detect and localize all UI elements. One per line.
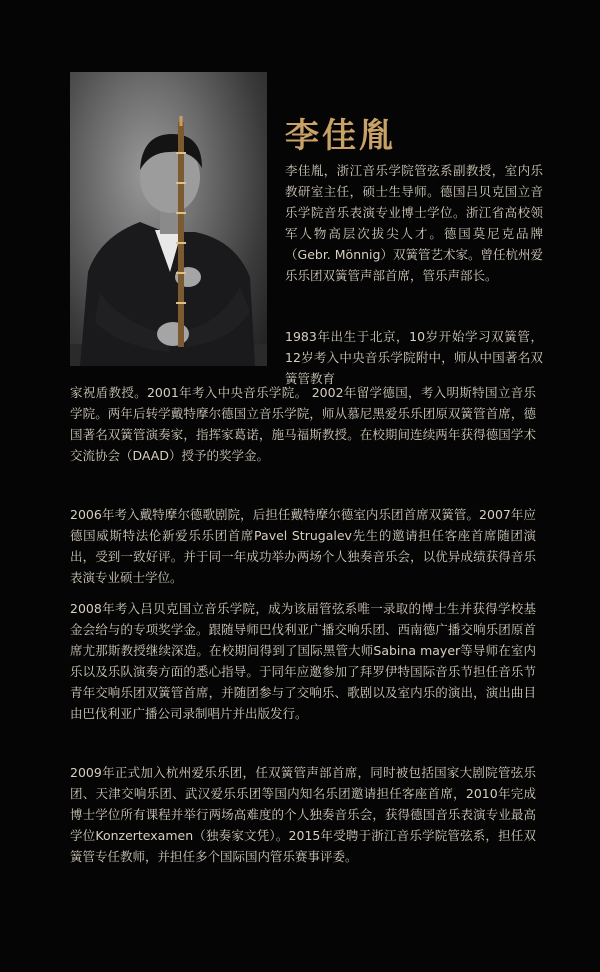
portrait-illustration [70, 72, 267, 366]
bio-2006-paragraph: 2006年考入戴特摩尔德歌剧院，后担任戴特摩尔德室内乐团首席双簧管。2007年应德国威斯特法伦新爱乐乐团首席Pavel Strugalev先生的邀请担任客座首席随团演出，受到一致好评。并于同一年成功举办两场个人独奏音乐会，以优异成绩获得音乐表演专业硕士学位。 [70, 507, 536, 585]
bio-intro-paragraph: 李佳胤，浙江音乐学院管弦系副教授，室内乐教研室主任，硕士生导师。德国吕贝克国立音乐学院音乐表演专业博士学位。浙江省高校领军人物高层次拔尖人才。德国莫尼克品牌（Gebr. Mönnig）双簧管艺术家。曾任杭州爱乐乐团双簧管声部首席，管乐声部长。 [285, 163, 543, 283]
portrait-photo [70, 72, 267, 366]
page-title: 李佳胤 [285, 116, 396, 156]
bio-2009-paragraph: 2009年正式加入杭州爱乐乐团，任双簧管声部首席，同时被包括国家大剧院管弦乐团、天津交响乐团、武汉爱乐乐团等国内知名乐团邀请担任客座首席，2010年完成博士学位所有课程并举行两场高难度的个人独奏音乐会，获得德国音乐表演专业最高学位Konzertexamen（独奏家文凭）。2015年受聘于浙江音乐学院管弦系，担任双簧管专任教师，并担任多个国际国内管乐赛事评委。 [70, 765, 536, 864]
bio-early-paragraph-start: 1983年出生于北京，10岁开始学习双簧管，12岁考入中央音乐学院附中，师从中国著名双簧管教育 [285, 329, 543, 386]
bio-2008-paragraph: 2008年考入吕贝克国立音乐学院，成为该届管弦系唯一录取的博士生并获得学校基金会给与的专项奖学金。跟随导师巴伐利亚广播交响乐团、西南德广播交响乐团原首席尤那斯教授继续深造。在校期间得到了国际黑管大师Sabina mayer等导师在室内乐以及乐队演奏方面的悉心指导。于同年应邀参加了拜罗伊特国际音乐节担任音乐节青年交响乐团双簧管首席，并随团参与了交响乐、歌剧以及室内乐的演出，演出曲目由巴伐利亚广播公司录制唱片并出版发行。 [70, 601, 536, 721]
bio-early-paragraph-continued: 家祝盾教授。2001年考入中央音乐学院。 2002年留学德国，考入明斯特国立音乐学院。两年后转学戴特摩尔德国立音乐学院，师从慕尼黑爱乐乐团原双簧管首席，德国著名双簧管演奏家，指挥家葛诺，施马福斯教授。在校期间连续两年获得德国学术交流协会（DAAD）授予的奖学金。 [70, 385, 536, 463]
